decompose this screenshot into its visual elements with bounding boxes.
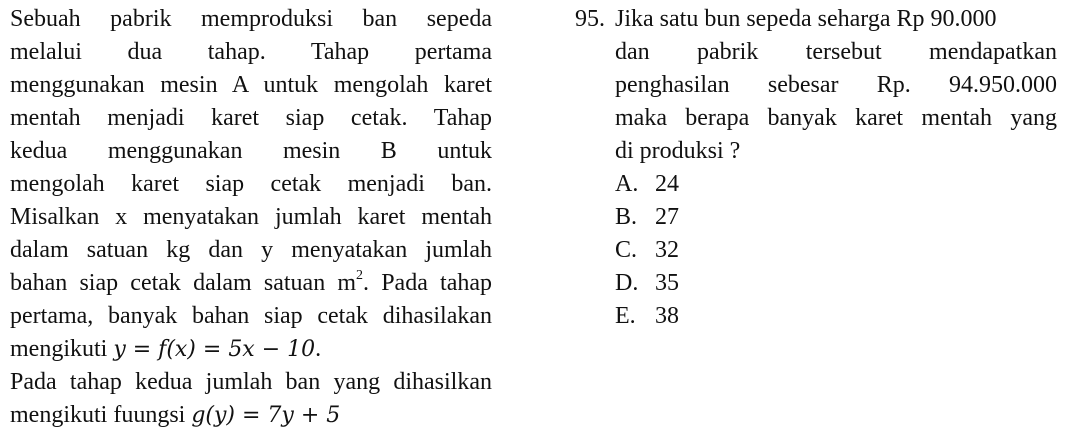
option-letter: C.: [615, 237, 638, 263]
question-line: maka berapa banyak karet mentah yang: [615, 105, 1057, 131]
option-a[interactable]: [575, 169, 1057, 202]
option-d[interactable]: [575, 268, 1057, 301]
option-value: 24: [655, 171, 679, 197]
passage-text: mengikuti fuungsi: [10, 402, 192, 428]
formula-g: g(y) = 7y + 5: [191, 403, 341, 428]
passage-line: pertama, banyak bahan siap cetak dihasilakan: [10, 303, 492, 329]
passage-line: mentah menjadi karet siap cetak. Tahap: [10, 105, 492, 131]
option-letter: B.: [615, 204, 638, 230]
option-value: 32: [655, 237, 679, 263]
formula-f: y = f(x) = 5x − 10: [113, 337, 316, 362]
passage-line: menggunakan mesin A untuk mengolah karet: [10, 72, 492, 98]
option-b[interactable]: [575, 202, 1057, 235]
option-value: 35: [655, 270, 679, 296]
question-line: di produksi ?: [615, 138, 741, 164]
option-c[interactable]: [575, 235, 1057, 268]
option-letter: D.: [615, 270, 639, 296]
passage-text: mengikuti: [10, 336, 114, 362]
passage-line: Misalkan x menyatakan jumlah karet mentah: [10, 204, 492, 230]
question-text: Jika satu bun sepeda seharga Rp 90.000: [615, 6, 997, 32]
question-line: dan pabrik tersebut mendapatkan: [615, 39, 1057, 65]
question-line: [575, 4, 1057, 37]
passage-line: [10, 400, 492, 433]
question-number: 95.: [575, 6, 605, 32]
question-block: [575, 4, 1057, 334]
passage-line: [10, 334, 492, 367]
option-letter: E.: [615, 303, 636, 329]
question-line: penghasilan sebesar Rp. 94.950.000: [615, 72, 1057, 98]
option-letter: A.: [615, 171, 639, 197]
option-e[interactable]: [575, 301, 1057, 334]
passage-line: Sebuah pabrik memproduksi ban sepeda: [10, 6, 492, 32]
passage-text: . Pada tahap: [363, 270, 493, 296]
passage-line: Pada tahap kedua jumlah ban yang dihasilkan: [10, 369, 492, 395]
passage-text: .: [315, 336, 322, 362]
passage-line: kedua menggunakan mesin B untuk: [10, 138, 492, 164]
passage-line: melalui dua tahap. Tahap pertama: [10, 39, 492, 65]
option-value: 27: [655, 204, 679, 230]
option-value: 38: [655, 303, 679, 329]
passage-text: bahan siap cetak dalam satuan m: [10, 270, 357, 296]
superscript: 2: [356, 268, 364, 283]
passage-line: mengolah karet siap cetak menjadi ban.: [10, 171, 492, 197]
passage-line: [10, 268, 492, 301]
passage-line: dalam satuan kg dan y menyatakan jumlah: [10, 237, 492, 263]
problem-passage: [10, 4, 492, 433]
